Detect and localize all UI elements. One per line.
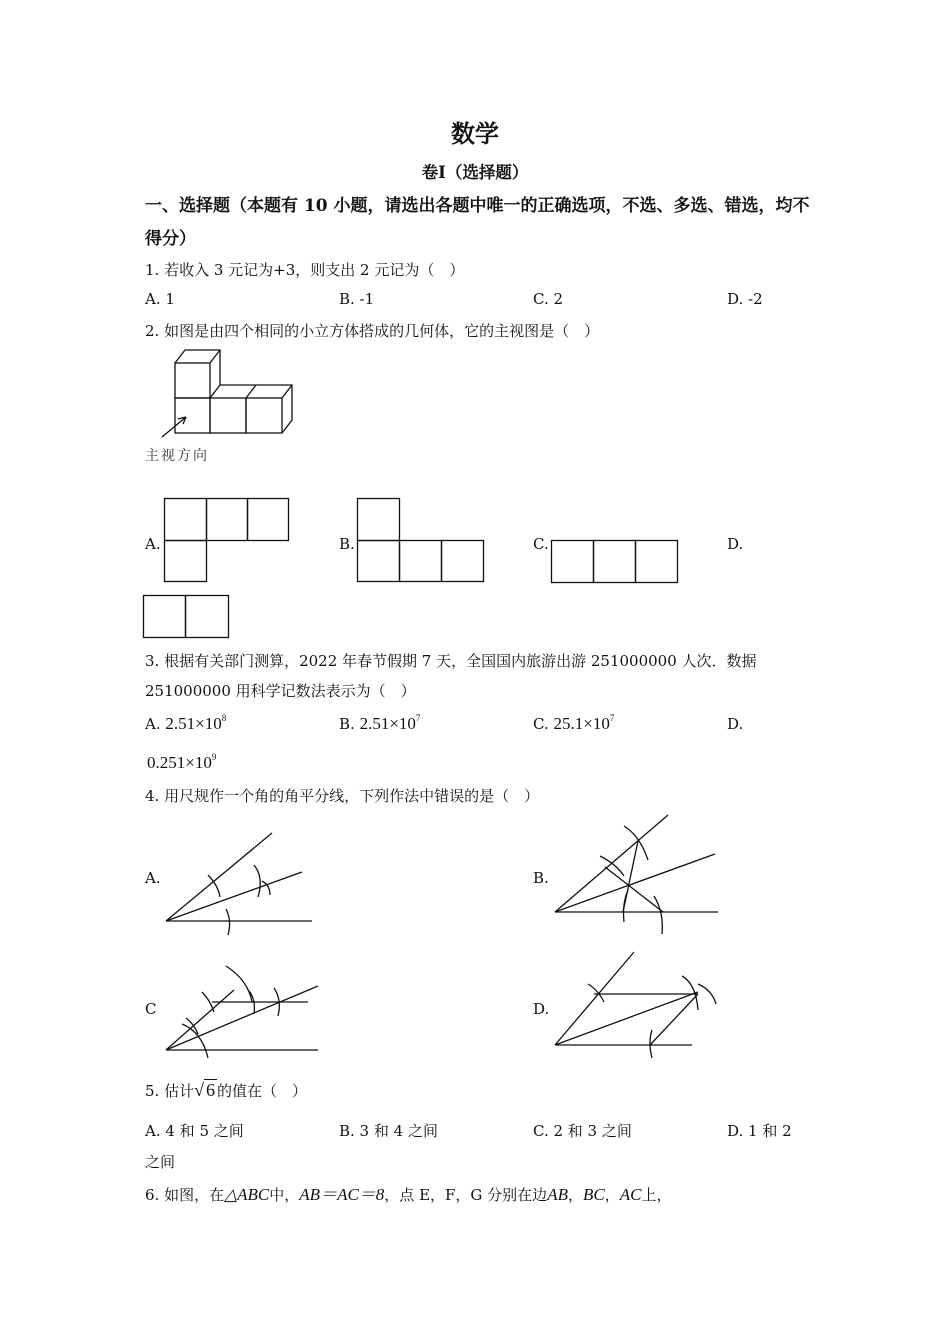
q1-option-d: D. -2 (727, 290, 763, 308)
q3-option-a-label: A. (145, 715, 161, 733)
q6-part: 6. 如图，在 (145, 1186, 225, 1204)
q5-option-b: B. 3 和 4 之间 (339, 1122, 438, 1140)
q4-option-c-figure (160, 960, 325, 1060)
q6-part: 上， (641, 1186, 672, 1204)
exponent: 8 (221, 713, 227, 723)
page-title: 数学 (451, 119, 499, 148)
q4-option-c-label: C (145, 1000, 157, 1018)
q2-option-d-figure (143, 595, 231, 639)
equation-ab-ac: AB＝AC＝8 (299, 1185, 385, 1204)
q5-prefix: 5. 估计 (145, 1082, 195, 1100)
q2-option-d-label: D. (727, 535, 744, 553)
q3-option-d-value (147, 752, 216, 773)
q4-option-b-label: B. (533, 869, 549, 887)
q2-option-a-label: A. (145, 535, 161, 553)
sqrt-icon: √ (194, 1080, 204, 1100)
mantissa: 25.1×10 (553, 714, 610, 733)
q4-option-a-label: A. (145, 869, 161, 887)
q3-option-a (145, 713, 226, 734)
question-1-text: 1. 若收入 3 元记为+3，则支出 2 元记为（ ） (145, 261, 465, 279)
q4-option-d-figure (550, 950, 725, 1065)
exponent: 9 (211, 752, 217, 762)
q5-option-c: C. 2 和 3 之间 (533, 1122, 632, 1140)
q1-option-a: A. 1 (145, 290, 175, 308)
exponent: 7 (609, 713, 615, 723)
section-heading: 一、选择题（本题有 10 小题，请选出各题中唯一的正确选项，不选、多选、错选，均不得分） (145, 196, 810, 249)
q2-option-c-label: C. (533, 535, 549, 553)
q6-part: 中， (269, 1186, 300, 1204)
question-3-text-line2: 251000000 用科学记数法表示为（ ） (145, 682, 416, 700)
q3-option-b-value (360, 714, 421, 733)
side-ab: AB (547, 1185, 568, 1204)
side-bc: BC (582, 1185, 605, 1204)
q3-option-c-value (554, 714, 615, 733)
q6-comma: ， (604, 1186, 620, 1204)
triangle-abc: △ABC (224, 1185, 270, 1204)
cube-stack-figure (150, 345, 310, 445)
q4-option-b-figure (550, 812, 725, 937)
q1-option-c: C. 2 (533, 290, 564, 308)
q5-suffix: 的值在（ ） (216, 1082, 307, 1100)
q1-option-b: B. -1 (339, 290, 375, 308)
q3-option-b (339, 713, 420, 734)
paper-subtitle: 卷Ⅰ（选择题） (421, 163, 529, 182)
sqrt-expression (194, 1079, 217, 1100)
q6-comma: ， (567, 1186, 583, 1204)
mantissa: 2.51×10 (165, 714, 222, 733)
question-4-text: 4. 用尺规作一个角的角平分线，下列作法中错误的是（ ） (145, 787, 540, 805)
exponent: 7 (415, 713, 421, 723)
mantissa: 2.51×10 (359, 714, 416, 733)
question-2-text: 2. 如图是由四个相同的小立方体搭成的几何体，它的主视图是（ ） (145, 322, 600, 340)
q3-option-d-label: D. (727, 715, 744, 733)
q6-part: ，点 E，F，G 分别在边 (384, 1186, 548, 1204)
q3-option-a-value (165, 714, 226, 733)
side-ac: AC (619, 1185, 642, 1204)
q4-option-d-label: D. (533, 1000, 550, 1018)
q2-option-c-figure (551, 540, 679, 584)
question-6-text (145, 1180, 671, 1205)
q3-option-b-label: B. (339, 715, 355, 733)
q2-option-b-label: B. (339, 535, 355, 553)
q4-option-a-figure (160, 825, 320, 940)
q3-option-c (533, 713, 614, 734)
q5-option-d-wrap: 之间 (145, 1153, 176, 1171)
q3-option-c-label: C. (533, 715, 549, 733)
question-3-text-line1: 3. 根据有关部门测算，2022 年春节假期 7 天，全国国内旅游出游 251000000 人次．数据 (145, 652, 757, 670)
q2-option-b-figure (357, 498, 485, 583)
q2-option-a-figure (164, 498, 290, 583)
q5-option-a: A. 4 和 5 之间 (145, 1122, 244, 1140)
mantissa: 0.251×10 (147, 753, 212, 772)
q5-option-d: D. 1 和 2 (727, 1122, 792, 1140)
radicand: 6 (205, 1080, 215, 1100)
question-5-text (145, 1080, 307, 1101)
view-direction-caption: 主视方向 (145, 448, 209, 464)
